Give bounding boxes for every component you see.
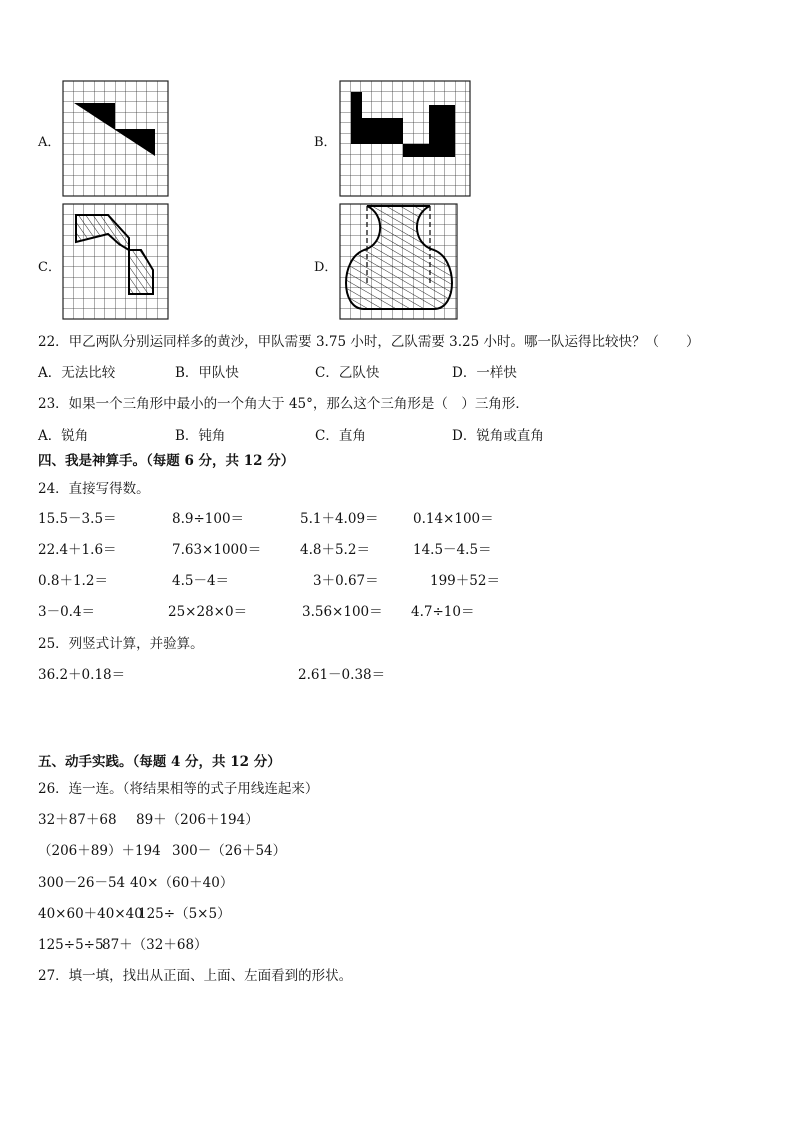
q24-item: 3＋0.67＝ bbox=[313, 573, 379, 589]
q26-right-item[interactable]: 89＋（206＋194） bbox=[136, 812, 259, 828]
q26-left-item[interactable]: 125÷5÷5 bbox=[38, 937, 104, 953]
q24-item: 22.4＋1.6＝ bbox=[38, 542, 117, 558]
q26-text: 26．连一连。（将结果相等的式子用线连起来） bbox=[38, 781, 319, 797]
q24-item: 4.8＋5.2＝ bbox=[300, 542, 370, 558]
q24-item: 199＋52＝ bbox=[430, 573, 500, 589]
q24-item: 14.5－4.5＝ bbox=[413, 542, 492, 558]
option-d-label: D． bbox=[314, 260, 338, 275]
figure-d-grid bbox=[340, 204, 458, 320]
option-b-label: B． bbox=[314, 135, 337, 150]
q24-item: 3.56×100＝ bbox=[302, 604, 383, 620]
q22-option-a[interactable]: A．无法比较 bbox=[38, 365, 116, 381]
q23-option-a[interactable]: A．锐角 bbox=[38, 428, 89, 444]
q23-option-b[interactable]: B．钝角 bbox=[175, 428, 226, 444]
q26-right-item[interactable]: 40×（60＋40） bbox=[130, 875, 234, 891]
option-c-label: C． bbox=[38, 260, 61, 275]
section-4-title: 四、我是神算手。（每题 6 分，共 12 分） bbox=[38, 453, 295, 469]
q25-text: 25．列竖式计算，并验算。 bbox=[38, 636, 204, 652]
q26-right-item[interactable]: 87＋（32＋68） bbox=[102, 937, 208, 953]
q22-option-b[interactable]: B．甲队快 bbox=[175, 365, 239, 381]
q24-item: 4.5－4＝ bbox=[172, 573, 230, 589]
q24-item: 0.8＋1.2＝ bbox=[38, 573, 108, 589]
q22-text: 22．甲乙两队分别运同样多的黄沙，甲队需要 3.75 小时，乙队需要 3.25 小时。哪一队运得比较快？（ ） bbox=[38, 334, 700, 350]
q24-item: 3－0.4＝ bbox=[38, 604, 96, 620]
q24-item: 7.63×1000＝ bbox=[172, 542, 262, 558]
q26-left-item[interactable]: 300－26－54 bbox=[38, 875, 126, 891]
figure-b-grid bbox=[340, 81, 471, 197]
q24-item: 4.7÷10＝ bbox=[411, 604, 475, 620]
q23-option-d[interactable]: D．锐角或直角 bbox=[452, 428, 544, 444]
q26-left-item[interactable]: 32＋87＋68 bbox=[38, 812, 117, 828]
q26-right-item[interactable]: 300－（26＋54） bbox=[172, 843, 287, 859]
q26-right-item[interactable]: 125÷（5×5） bbox=[138, 906, 231, 922]
section-5-title: 五、动手实践。（每题 4 分，共 12 分） bbox=[38, 754, 281, 770]
q24-item: 5.1＋4.09＝ bbox=[300, 511, 379, 527]
q25-item-1: 36.2＋0.18＝ bbox=[38, 667, 126, 683]
q25-item-2: 2.61－0.38＝ bbox=[298, 667, 386, 683]
q27-text: 27．填一填，找出从正面、上面、左面看到的形状。 bbox=[38, 968, 353, 984]
q24-item: 0.14×100＝ bbox=[413, 511, 494, 527]
q24-item: 15.5－3.5＝ bbox=[38, 511, 117, 527]
q23-text: 23．如果一个三角形中最小的一个角大于 45°，那么这个三角形是（ ）三角形． bbox=[38, 396, 529, 412]
q26-left-item[interactable]: （206＋89）＋194 bbox=[38, 843, 161, 859]
figure-c-grid bbox=[63, 204, 169, 320]
q24-text: 24．直接写得数。 bbox=[38, 481, 150, 497]
q24-item: 8.9÷100＝ bbox=[172, 511, 245, 527]
figure-a-grid bbox=[63, 81, 169, 197]
q22-option-d[interactable]: D．一样快 bbox=[452, 365, 517, 381]
option-a-label: A． bbox=[38, 135, 61, 150]
q26-left-item[interactable]: 40×60＋40×40 bbox=[38, 906, 143, 922]
q22-option-c[interactable]: C．乙队快 bbox=[315, 365, 380, 381]
q23-option-c[interactable]: C．直角 bbox=[315, 428, 366, 444]
q24-item: 25×28×0＝ bbox=[168, 604, 248, 620]
